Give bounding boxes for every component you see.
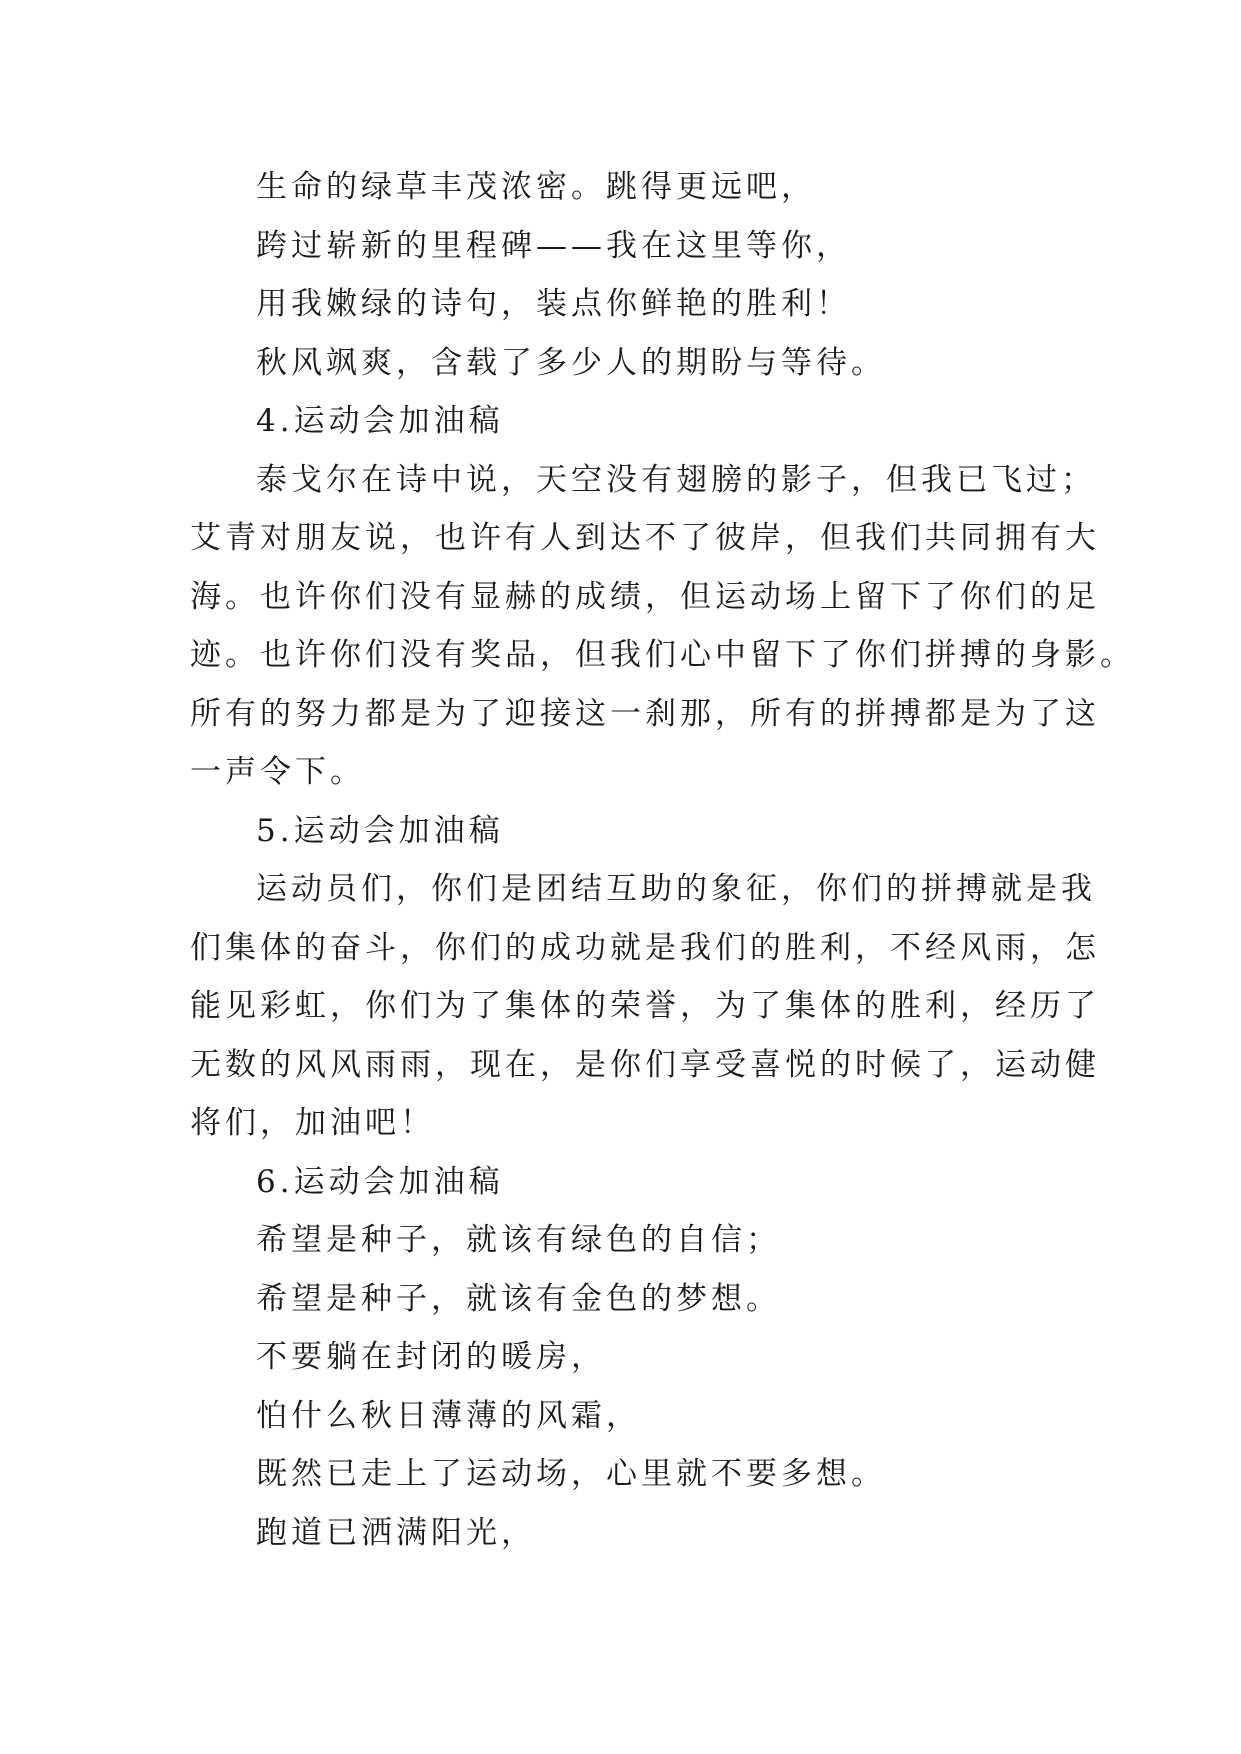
document-body — [190, 158, 1135, 1562]
poem-line: 怕什么秋日薄薄的风霜， — [256, 1397, 641, 1434]
poem-line: 希望是种子，就该有绿色的自信； — [256, 1222, 781, 1258]
paragraph-line: 迹。也许你们没有奖品，但我们心中留下了你们拼搏的身影。 — [190, 637, 1135, 673]
poem-line: 跨过崭新的里程碑——我在这里等你， — [256, 227, 851, 264]
paragraph-line: 一声令下。 — [190, 754, 365, 790]
section-heading: 4.运动会加油稿 — [256, 403, 504, 439]
poem-line: 秋风飒爽，含载了多少人的期盼与等待。 — [256, 344, 886, 381]
section-heading: 6.运动会加油稿 — [256, 1163, 504, 1200]
poem-line: 希望是种子，就该有金色的梦想。 — [256, 1280, 781, 1317]
paragraph-line: 所有的努力都是为了迎接这一刹那，所有的拼搏都是为了这 — [190, 695, 1100, 732]
section-heading: 5.运动会加油稿 — [256, 812, 504, 849]
paragraph-line: 艾青对朋友说，也许有人到达不了彼岸，但我们共同拥有大 — [190, 520, 1100, 556]
paragraph-line: 运动员们，你们是团结互助的象征，你们的拼搏就是我 — [256, 871, 1096, 907]
poem-line: 既然已走上了运动场，心里就不要多想。 — [256, 1456, 886, 1492]
poem-line: 生命的绿草丰茂浓密。跳得更远吧， — [256, 169, 816, 205]
poem-line: 用我嫩绿的诗句，装点你鲜艳的胜利！ — [256, 286, 851, 322]
poem-line: 不要躺在封闭的暖房， — [256, 1339, 606, 1375]
paragraph-line: 将们，加油吧！ — [190, 1105, 435, 1141]
paragraph-line: 海。也许你们没有显赫的成绩，但运动场上留下了你们的足 — [190, 578, 1100, 615]
poem-line: 跑道已洒满阳光， — [256, 1514, 536, 1551]
paragraph-line: 无数的风风雨雨，现在，是你们享受喜悦的时候了，运动健 — [190, 1046, 1100, 1083]
paragraph-line: 泰戈尔在诗中说，天空没有翅膀的影子，但我已飞过； — [256, 461, 1096, 498]
paragraph-line: 们集体的奋斗，你们的成功就是我们的胜利，不经风雨，怎 — [190, 929, 1100, 966]
paragraph-line: 能见彩虹，你们为了集体的荣誉，为了集体的胜利，经历了 — [190, 988, 1100, 1024]
